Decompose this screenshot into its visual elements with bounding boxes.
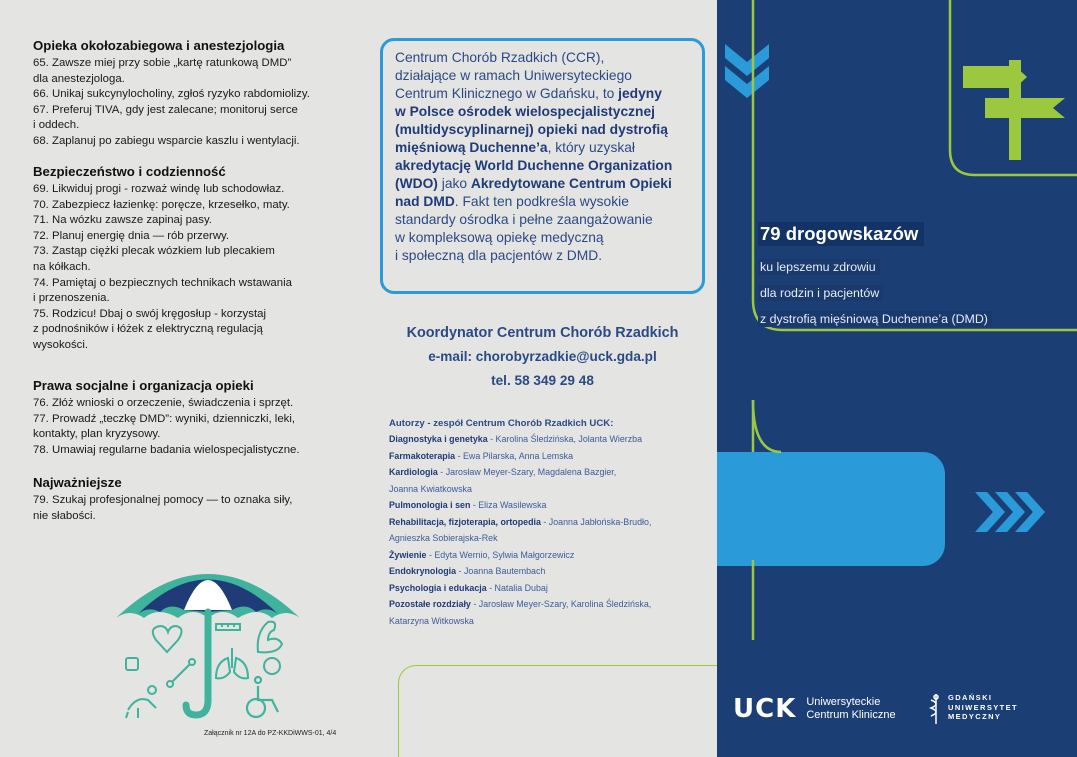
umbrella-health-icon (108, 540, 308, 725)
ccr-text-segment: jedyny (618, 86, 662, 101)
author-role: Diagnostyka i genetyka (389, 434, 488, 444)
muscle-icon (258, 622, 282, 653)
ccr-line (395, 157, 692, 175)
ccr-line (395, 229, 692, 247)
list-item: 69. Likwiduj progi - rozważ windę lub schodowłaz. (33, 183, 285, 195)
uck-logo (733, 694, 896, 724)
list-item: 66. Unikaj sukcynylocholiny, zgłoś ryzyko rabdomiolizy. (33, 88, 310, 101)
list-item: 78. Umawiaj regularne badania wielospecjalistyczne. (33, 443, 300, 456)
coordinator-phone[interactable]: tel. 58 349 29 48 (491, 373, 594, 388)
author-role: Farmakoterapia (389, 450, 456, 461)
ccr-text-segment: mięśniową Duchenne’a (395, 140, 548, 155)
section-most-important (33, 475, 353, 524)
gumed-name-line-1: GDAŃSKI (948, 693, 993, 702)
coordinator-email[interactable]: e-mail: chorobyrzadkie@uck.gda.pl (428, 349, 657, 364)
list-item: z podnośników i łóżek z elektryczną regulacją (33, 323, 263, 336)
list-item: i przenoszenia. (33, 292, 110, 305)
gumed-name-line-2: UNIWERSYTET (948, 702, 1018, 712)
ccr-line (395, 175, 692, 193)
lungs-icon (216, 648, 248, 678)
author-line (389, 547, 709, 564)
list-item: 67. Preferuj TIVA, gdy jest zalecane; monitoruj serce (33, 103, 298, 116)
list-item: 74. Pamiętaj o bezpiecznych technikach wstawania (33, 276, 292, 289)
ccr-text-segment: (multidyscyplinarnej) opieki nad dystrofią (395, 122, 668, 137)
authors-list (389, 418, 709, 629)
list-item: nie słabości. (33, 509, 96, 522)
uck-name-line-1: Uniwersyteckie (806, 696, 881, 708)
author-line (389, 580, 709, 597)
cover-title: 79 drogowskazów (758, 222, 924, 246)
coordinator-title: Koordynator Centrum Chorób Rzadkich (406, 325, 679, 341)
ccr-text-segment: działające w ramach Uniwersyteckiego (395, 68, 632, 83)
section-social-rights (33, 378, 353, 458)
section-title: Prawa socjalne i organizacja opieki (33, 378, 254, 393)
ccr-line (395, 247, 692, 265)
ruler-icon (216, 624, 240, 630)
author-line (389, 464, 709, 481)
cover-subtitle-2: dla rodzin i pacjentów (758, 285, 883, 301)
ccr-text-segment: nad DMD (395, 194, 455, 209)
ccr-line (395, 193, 692, 211)
list-item: kontakty, plan kryzysowy. (33, 428, 161, 441)
chevron-down-icon (725, 44, 769, 98)
section-title: Opieka okołozabiegowa i anestezjologia (33, 38, 285, 53)
list-item: dla anestezjologa. (33, 72, 125, 85)
ccr-text-segment: w Polsce ośrodek wielospecjalistycznej (395, 104, 655, 119)
gumed-logo (930, 693, 1018, 722)
author-names: - Edyta Wernio, Sylwia Małgorzewicz (426, 549, 575, 560)
list-item: i oddech. (33, 119, 80, 132)
author-line (389, 563, 709, 580)
brain-icon (264, 658, 280, 674)
list-item: 77. Prowadź „teczkę DMD”: wyniki, dzienniczki, leki, (33, 412, 296, 425)
baby-icon (126, 686, 156, 718)
ccr-info-box (380, 38, 705, 294)
document-footnote: Załącznik nr 12A do PZ-KKDiWWS-01, 4/4 (204, 730, 337, 737)
section-safety (33, 164, 353, 354)
ccr-text-segment: Akredytowane Centrum Opieki (470, 176, 672, 191)
ccr-text-segment: Centrum Chorób Rzadkich (CCR), (395, 50, 605, 65)
section-title: Najważniejsze (33, 475, 122, 490)
signpost-icon (963, 60, 1065, 160)
author-names: - Karolina Śledzińska, Jolanta Wierzba (487, 434, 643, 444)
list-item: 68. Zaplanuj po zabiegu wsparcie kaszlu i wentylacji. (33, 134, 300, 147)
ccr-line (395, 67, 692, 85)
list-item: 70. Zabezpiecz łazienkę: poręcze, krzesełko, maty. (33, 198, 290, 211)
author-role: Kardiologia (389, 467, 438, 477)
ccr-line (395, 139, 692, 157)
ccr-line (395, 103, 692, 121)
author-role: Pozostałe rozdziały (389, 599, 471, 609)
chevron-right-icon (975, 492, 1045, 532)
author-names: - Joanna Bautembach (456, 566, 546, 576)
author-names: - Joanna Jabłońska-Brudło, (540, 516, 652, 527)
list-item: 71. Na wózku zawsze zapinaj pasy. (33, 214, 212, 227)
author-line (389, 481, 709, 498)
author-names: Joanna Kwiatkowska (389, 483, 472, 494)
list-item: 73. Zastąp ciężki plecak wózkiem lub plecakiem (33, 245, 275, 258)
ccr-text-segment: , który uzyskał (547, 140, 635, 155)
ccr-text-segment: akredytację World Duchenne Organization (395, 158, 673, 173)
author-line (389, 514, 709, 531)
left-panel (0, 0, 360, 757)
list-item: 76. Złóż wnioski o orzeczenie, świadczenia i sprzęt. (33, 397, 294, 409)
decorative-frame (398, 665, 717, 757)
ccr-text-segment: w kompleksową opiekę medyczną (395, 230, 604, 245)
uck-name-line-2: Centrum Kliniczne (806, 709, 896, 721)
author-names: - Ewa Pilarska, Anna Lemska (455, 450, 574, 461)
list-item: wysokości. (33, 338, 89, 351)
author-names: - Jarosław Meyer-Szary, Magdalena Bazgier, (437, 467, 617, 477)
middle-panel (360, 0, 717, 757)
gumed-name-line-3: MEDYCZNY (948, 712, 1002, 721)
weight-scale-icon (126, 658, 138, 670)
ccr-text-segment: (WDO) (395, 176, 438, 191)
cover-subtitle-1: ku lepszemu zdrowiu (758, 259, 880, 275)
bone-icon (167, 659, 195, 687)
author-names: Agnieszka Sobierajska-Rek (389, 533, 498, 543)
author-role: Żywienie (389, 549, 427, 560)
author-role: Pulmonologia i sen (389, 500, 471, 510)
author-line (389, 448, 709, 465)
list-item: 72. Planuj energię dnia — rób przerwy. (33, 229, 230, 242)
cover-decoration (717, 0, 1077, 757)
cover-subtitle-3: z dystrofią mięśniową Duchenne’a (DMD) (758, 311, 992, 327)
section-perioperative (33, 38, 353, 150)
list-item: na kółkach. (33, 260, 91, 273)
author-names: - Natalia Dubaj (486, 582, 548, 593)
ccr-line (395, 85, 692, 103)
heart-icon (153, 626, 182, 652)
author-names: - Eliza Wasilewska (470, 500, 547, 510)
author-role: Rehabilitacja, fizjoterapia, ortopedia (389, 516, 541, 527)
section-title: Bezpieczeństwo i codzienność (33, 164, 226, 179)
authors-title: Autorzy - zespół Centrum Chorób Rzadkich UCK: (389, 418, 614, 429)
ccr-text-segment: jako (437, 176, 471, 191)
ccr-text-segment: Centrum Klinicznego w Gdańsku, to (395, 86, 619, 101)
author-line (389, 530, 709, 547)
ccr-text-segment: i społeczną dla pacjentów z DMD. (395, 248, 603, 263)
wheelchair-icon (247, 677, 278, 717)
ccr-text-segment: standardy ośrodka i pełne zaangażowanie (395, 212, 653, 227)
author-line (389, 596, 709, 613)
author-role: Psychologia i edukacja (389, 582, 487, 593)
uck-logo-mark: UCK (733, 694, 797, 724)
ccr-line (395, 211, 692, 229)
author-names: - Jarosław Meyer-Szary, Karolina Śledzińska, (470, 599, 652, 609)
ccr-text-segment: . Fakt ten podkreśla wysokie (454, 194, 629, 209)
list-item: 65. Zawsze miej przy sobie „kartę ratunkową DMD” (33, 57, 292, 69)
list-item: 79. Szukaj profesjonalnej pomocy — to oznaka siły, (33, 494, 293, 506)
list-item: 75. Rodzicu! Dbaj o swój kręgosłup - korzystaj (33, 307, 266, 320)
ccr-line (395, 121, 692, 139)
author-line (389, 613, 709, 630)
cover-panel (717, 0, 1077, 757)
uck-logo-name (806, 696, 895, 722)
ccr-line (395, 49, 692, 67)
ccr-description (395, 49, 692, 265)
author-role: Endokrynologia (389, 566, 457, 576)
gumed-logo-name (948, 693, 1018, 722)
author-line (389, 431, 709, 448)
author-names: Katarzyna Witkowska (389, 615, 474, 626)
author-line (389, 497, 709, 514)
